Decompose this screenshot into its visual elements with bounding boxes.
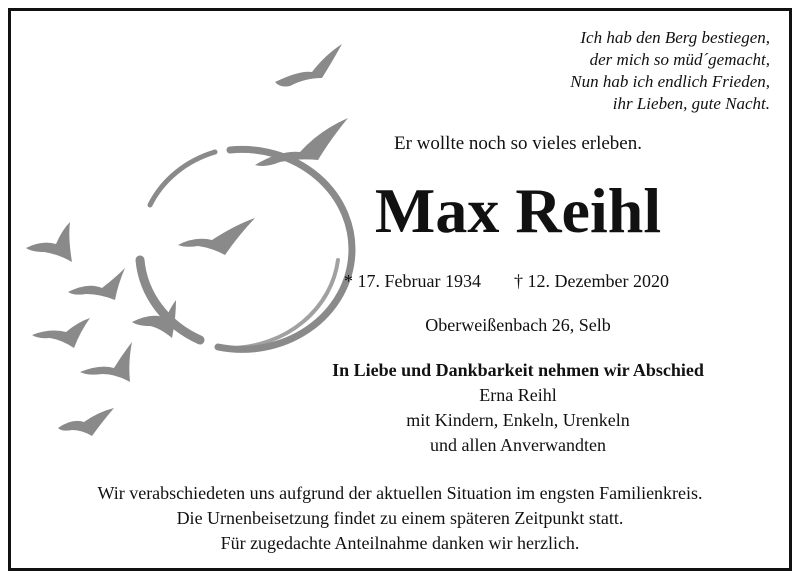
- mourner-line: mit Kindern, Enkeln, Urenkeln: [406, 410, 630, 430]
- bird-icon: [80, 342, 132, 382]
- notice-line: Wir verabschiedeten uns aufgrund der aktuellen Situation im engsten Familienkreis.: [97, 483, 703, 503]
- poem-line: ihr Lieben, gute Nacht.: [612, 94, 770, 113]
- birth-date: * 17. Februar 1934: [344, 271, 481, 291]
- bird-icon: [58, 408, 114, 436]
- bird-icon: [32, 318, 90, 348]
- bird-icon: [68, 268, 125, 300]
- bird-icon: [178, 218, 255, 255]
- farewell-heading: In Liebe und Dankbarkeit nehmen wir Abschied: [332, 360, 704, 380]
- poem-line: der mich so müd´gemacht,: [589, 50, 770, 69]
- poem: [570, 27, 770, 115]
- notice-line: Für zugedachte Anteilnahme danken wir herzlich.: [220, 533, 580, 553]
- poem-line: Ich hab den Berg bestiegen,: [580, 28, 770, 47]
- poem-line: Nun hab ich endlich Frieden,: [570, 72, 770, 91]
- mourner-line: und allen Anverwandten: [430, 435, 606, 455]
- bird-icon: [275, 44, 342, 87]
- address: Oberweißenbach 26, Selb: [425, 315, 611, 335]
- death-date: † 12. Dezember 2020: [514, 271, 669, 291]
- notice-line: Die Urnenbeisetzung findet zu einem späteren Zeitpunkt statt.: [176, 508, 624, 528]
- intro-line: Er wollte noch so vieles erleben.: [394, 133, 642, 154]
- deceased-name: Max Reihl: [374, 175, 662, 246]
- bird-icon: [26, 222, 72, 262]
- mourner-line: Erna Reihl: [479, 385, 557, 405]
